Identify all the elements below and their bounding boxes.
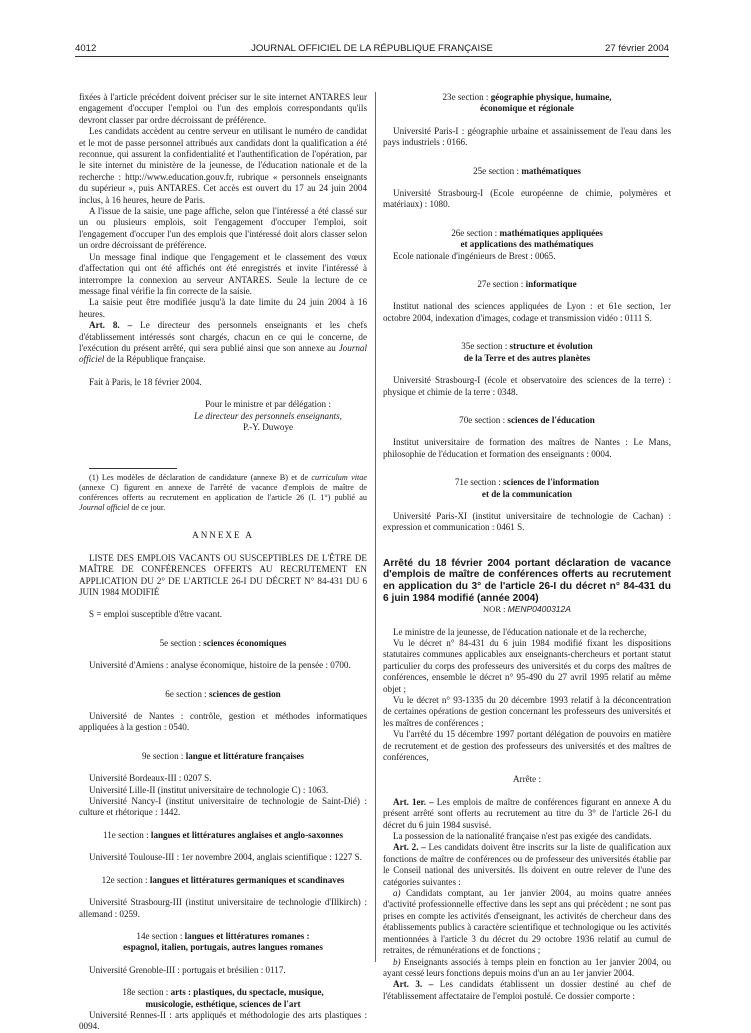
footnote-rule — [89, 468, 177, 469]
section-entry: Université Toulouse-III : 1er novembre 2004, anglais scientifique : 1227 S. — [89, 852, 362, 863]
paragraph: La possession de la nationalité française n'est pas exigée des candidats. — [393, 831, 652, 842]
section-heading: 70e section : sciences de l'éducation — [459, 414, 595, 425]
journal-reference: Journal officiel — [79, 342, 367, 365]
section-entry: Université Paris-XI (institut universitaire de technologie de Cachan) : expression et communication : 0461 S. — [383, 510, 671, 533]
signature-line: Pour le ministre et par délégation : — [205, 399, 331, 410]
section-entry: Université Strasbourg-I (école et observatoire des sciences de la terre) : physique et chimie de la terre : 0348. — [383, 375, 671, 397]
section-heading: 26e section : mathématiques appliquées et applications des mathématiques — [451, 227, 603, 250]
article-2-item-b: b) Enseignants associés à temps plein en fonction au 1er janvier 2004, ou ayant cessé leurs fonctions depuis moins d'un an au 1er janvier 2004. — [383, 956, 671, 978]
arrete-heading: Arrête : — [512, 774, 542, 785]
section-heading: 11e section : langues et littératures anglaises et anglo-saxonnes — [103, 829, 343, 840]
section-entry: Université Bordeaux-III : 0207 S. — [89, 773, 212, 784]
footnote: (1) Les modèles de déclaration de candidature (annexe B) et de curriculum vitae (annexe C) figurent en annexe de l'arrêté de vacance d'emplois de maître de conférences offerts au recrutement en application de l'article 26 (I. 1°) publié au Journal officiel de ce jour. — [79, 473, 367, 513]
article-label: Art. 8. – — [89, 320, 133, 331]
section-heading: 5e section : sciences économiques — [159, 637, 287, 648]
legend: S = emploi susceptible d'être vacant. — [89, 609, 223, 620]
paragraph: La saisie peut être modifiée jusqu'à la date limite du 24 juin 2004 à 16 heures. — [79, 297, 367, 319]
article-3: Art. 3. – Les candidats établissent un dossier destiné au chef de l'établissement affectataire de l'emploi postulé. Ce dossier comporte : — [383, 979, 671, 1001]
annex-title: ANNEXE A — [192, 530, 254, 541]
left-column — [79, 92, 367, 1033]
section-entry: Institut national des sciences appliquées de Lyon : et 61e section, 1er octobre 2004, indexation d'images, codage et transmission vidéo : 0111 S. — [383, 301, 671, 323]
signatory-name: P.-Y. Duwoye — [242, 421, 294, 432]
section-entry: Université d'Amiens : analyse économique, histoire de la pensée : 0700. — [89, 660, 351, 671]
article-2-item-a: a) Candidats comptant, au 1er janvier 2004, au moins quatre années d'activité professionnelle effective dans les sept ans qui précèdent ; ne sont pas prises en compte les activités d'enseignant, les activités de chercheur dans des établissements publics à caractère scientifique et technologique ou les activités mentionnées à l'article 3 du décret du 29 octobre 1936 relatif au cumul de retraites, de rémunérations et de fonctions ; — [383, 888, 671, 956]
signature-place-date: Fait à Paris, le 18 février 2004. — [89, 376, 202, 387]
section-entry: Université Strasbourg-III (institut universitaire de technologie d'Illkirch) : allemand : 0259. — [79, 897, 367, 919]
considerant: Vu le décret n° 84-431 du 6 juin 1984 modifié fixant les dispositions statutaires communes applicables aux enseignants-chercheurs et portant statut particulier du corps des professeurs des universités et du corps des maîtres de conférences, ensemble le décret n° 95-490 du 27 avril 1995 relatif au même objet ; — [383, 637, 671, 694]
section-entry: Université Nancy-I (institut universitaire de technologie de Saint-Dié) : culture et rhétorique : 1442. — [79, 796, 367, 818]
column-divider — [375, 92, 376, 962]
section-entry: Université Lille-II (institut universitaire de technologie C) : 1063. — [89, 784, 329, 795]
section-entry: Université Paris-I : géographie urbaine et assainissement de l'eau dans les pays industriels : 0166. — [383, 125, 671, 148]
section-entry: Université Strasbourg-I (Ecole européenne de chimie, polymères et matériaux) : 1080. — [383, 188, 671, 210]
section-entry: Ecole nationale d'ingénieurs de Brest : 0065. — [393, 250, 556, 261]
section-heading: 27e section : informatique — [477, 279, 577, 290]
page-header — [75, 36, 669, 57]
list-title: LISTE DES EMPLOIS VACANTS OU SUSCEPTIBLES DE L'ÊTRE DE MAÎTRE DE CONFÉRENCES OFFERTS AU RECRUTEMENT EN APPLICATION DU 2° DE L'ARTICLE 26-I DU DÉCRET N° 84-431 DU 6 JUIN 1984 MODIFIÉ — [79, 552, 367, 597]
article-1: Art. 1er. – Les emplois de maître de conférences figurant en annexe A du présent arrêté sont offerts au recrutement au titre du 3° de l'article 26-I du décret du 6 juin 1984 susvisé. — [383, 796, 671, 830]
section-heading: 71e section : sciences de l'information et de la communication — [454, 477, 600, 499]
article-2: Art. 2. – Les candidats doivent être inscrits sur la liste de qualification aux fonctions de maître de conférences ou de professeur des universités établie par le Conseil national des universités. Ils doivent en outre relever de l'une des catégories suivantes : — [383, 842, 671, 887]
section-heading: 12e section : langues et littératures germaniques et scandinaves — [101, 874, 345, 885]
right-column — [383, 92, 671, 1002]
decree-title: Arrêté du 18 février 2004 portant déclaration de vacance d'emplois de maître de conférences offerts au recrutement en application du 3° de l'article 26-I du décret n° 84-431 du 6 juin 1984 modifié (année 2004) — [383, 557, 671, 604]
section-heading: 25e section : mathématiques — [473, 165, 581, 176]
page-number: 4012 — [75, 43, 97, 54]
nor-reference: NOR : MENP0400312A — [483, 604, 571, 615]
signature-line: Le directeur des personnels enseignants, — [194, 410, 342, 421]
article-8: Art. 8. – Le directeur des personnels enseignants et les chefs d'établissement intéressés sont chargés, chacun en ce qui le concerne, de l'exécution du présent arrêté, qui sera publié ainsi que son annexe au Journal officiel de la République française. — [79, 320, 367, 365]
paragraph: fixées à l'article précédent doivent préciser sur le site internet ANTARES leur engagement d'occuper l'emploi ou l'un des emplois correspondants qu'ils devront classer par ordre décroissant de préférence. — [79, 92, 367, 125]
section-heading: 14e section : langues et littératures romanes : espagnol, italien, portugais, autres langues romanes — [123, 930, 323, 953]
journal-title: JOURNAL OFFICIEL DE LA RÉPUBLIQUE FRANÇAISE — [251, 43, 493, 54]
paragraph: Un message final indique que l'engagement et le classement des vœux d'affectation qui ont été affichés ont été enregistrés et invite l'intéressé à interrompre la connexion au serveur ANTARES. Seule la lecture de ce message final vérifie la fin correcte de la saisie. — [79, 251, 367, 296]
section-entry: Université Rennes-II : arts appliqués et méthodologie des arts plastiques : 0094. — [79, 1009, 367, 1032]
considerant: Vu l'arrêté du 15 décembre 1997 portant délégation de pouvoirs en matière de recrutement et de gestion des professeurs des universités et des maîtres de conférences, — [383, 729, 671, 762]
section-entry: Université Grenoble-III : portugais et brésilien : 0117. — [89, 964, 286, 975]
minister-line: Le ministre de la jeunesse, de l'éducation nationale et de la recherche, — [393, 626, 647, 637]
section-heading: 6e section : sciences de gestion — [165, 688, 281, 699]
issue-date: 27 février 2004 — [605, 43, 669, 54]
considerant: Vu le décret n° 93-1335 du 20 décembre 1993 relatif à la déconcentration de certaines opérations de gestion concernant les professeurs des universités et les maîtres de conférences ; — [383, 694, 671, 728]
section-heading: 35e section : structure et évolution de la Terre et des autres planètes — [461, 341, 593, 363]
section-heading: 18e section : arts : plastiques, du spectacle, musique, musicologie, esthétique, sciences de l'art — [122, 987, 324, 1009]
section-heading: 9e section : langue et littérature françaises — [142, 750, 304, 761]
section-heading: 23e section : géographie physique, humaine, économique et régionale — [442, 92, 612, 114]
section-entry: Institut universitaire de formation des maîtres de Nantes : Le Mans, philosophie de l'éducation et formation des enseignants : 0004. — [383, 437, 671, 459]
section-entry: Université de Nantes : contrôle, gestion et méthodes informatiques appliquées à la gestion : 0540. — [79, 711, 367, 733]
paragraph: A l'issue de la saisie, une page affiche, selon que l'intéressé a été classé sur un ou plusieurs emplois, soit l'engagement d'occuper l'emploi, soit l'engagement d'occuper l'un des emplois que l'intéressé doit alors classer selon un ordre décroissant de préférence. — [79, 206, 367, 251]
paragraph: Les candidats accèdent au centre serveur en utilisant le numéro de candidat et le mot de passe personnel attribués aux candidats dont la qualification a été reconnue, qui assurent la confidentialité et l'authentification de l'opération, par le site internet du ministère de la jeunesse, de l'éducation nationale et de la recherche : http://www.education.gouv.fr, rubrique « personnels enseignants du supérieur », puis ANTARES. Cet accès est ouvert du 17 au 24 juin 2004 inclus, à 16 heures, heure de Paris. — [79, 126, 367, 205]
